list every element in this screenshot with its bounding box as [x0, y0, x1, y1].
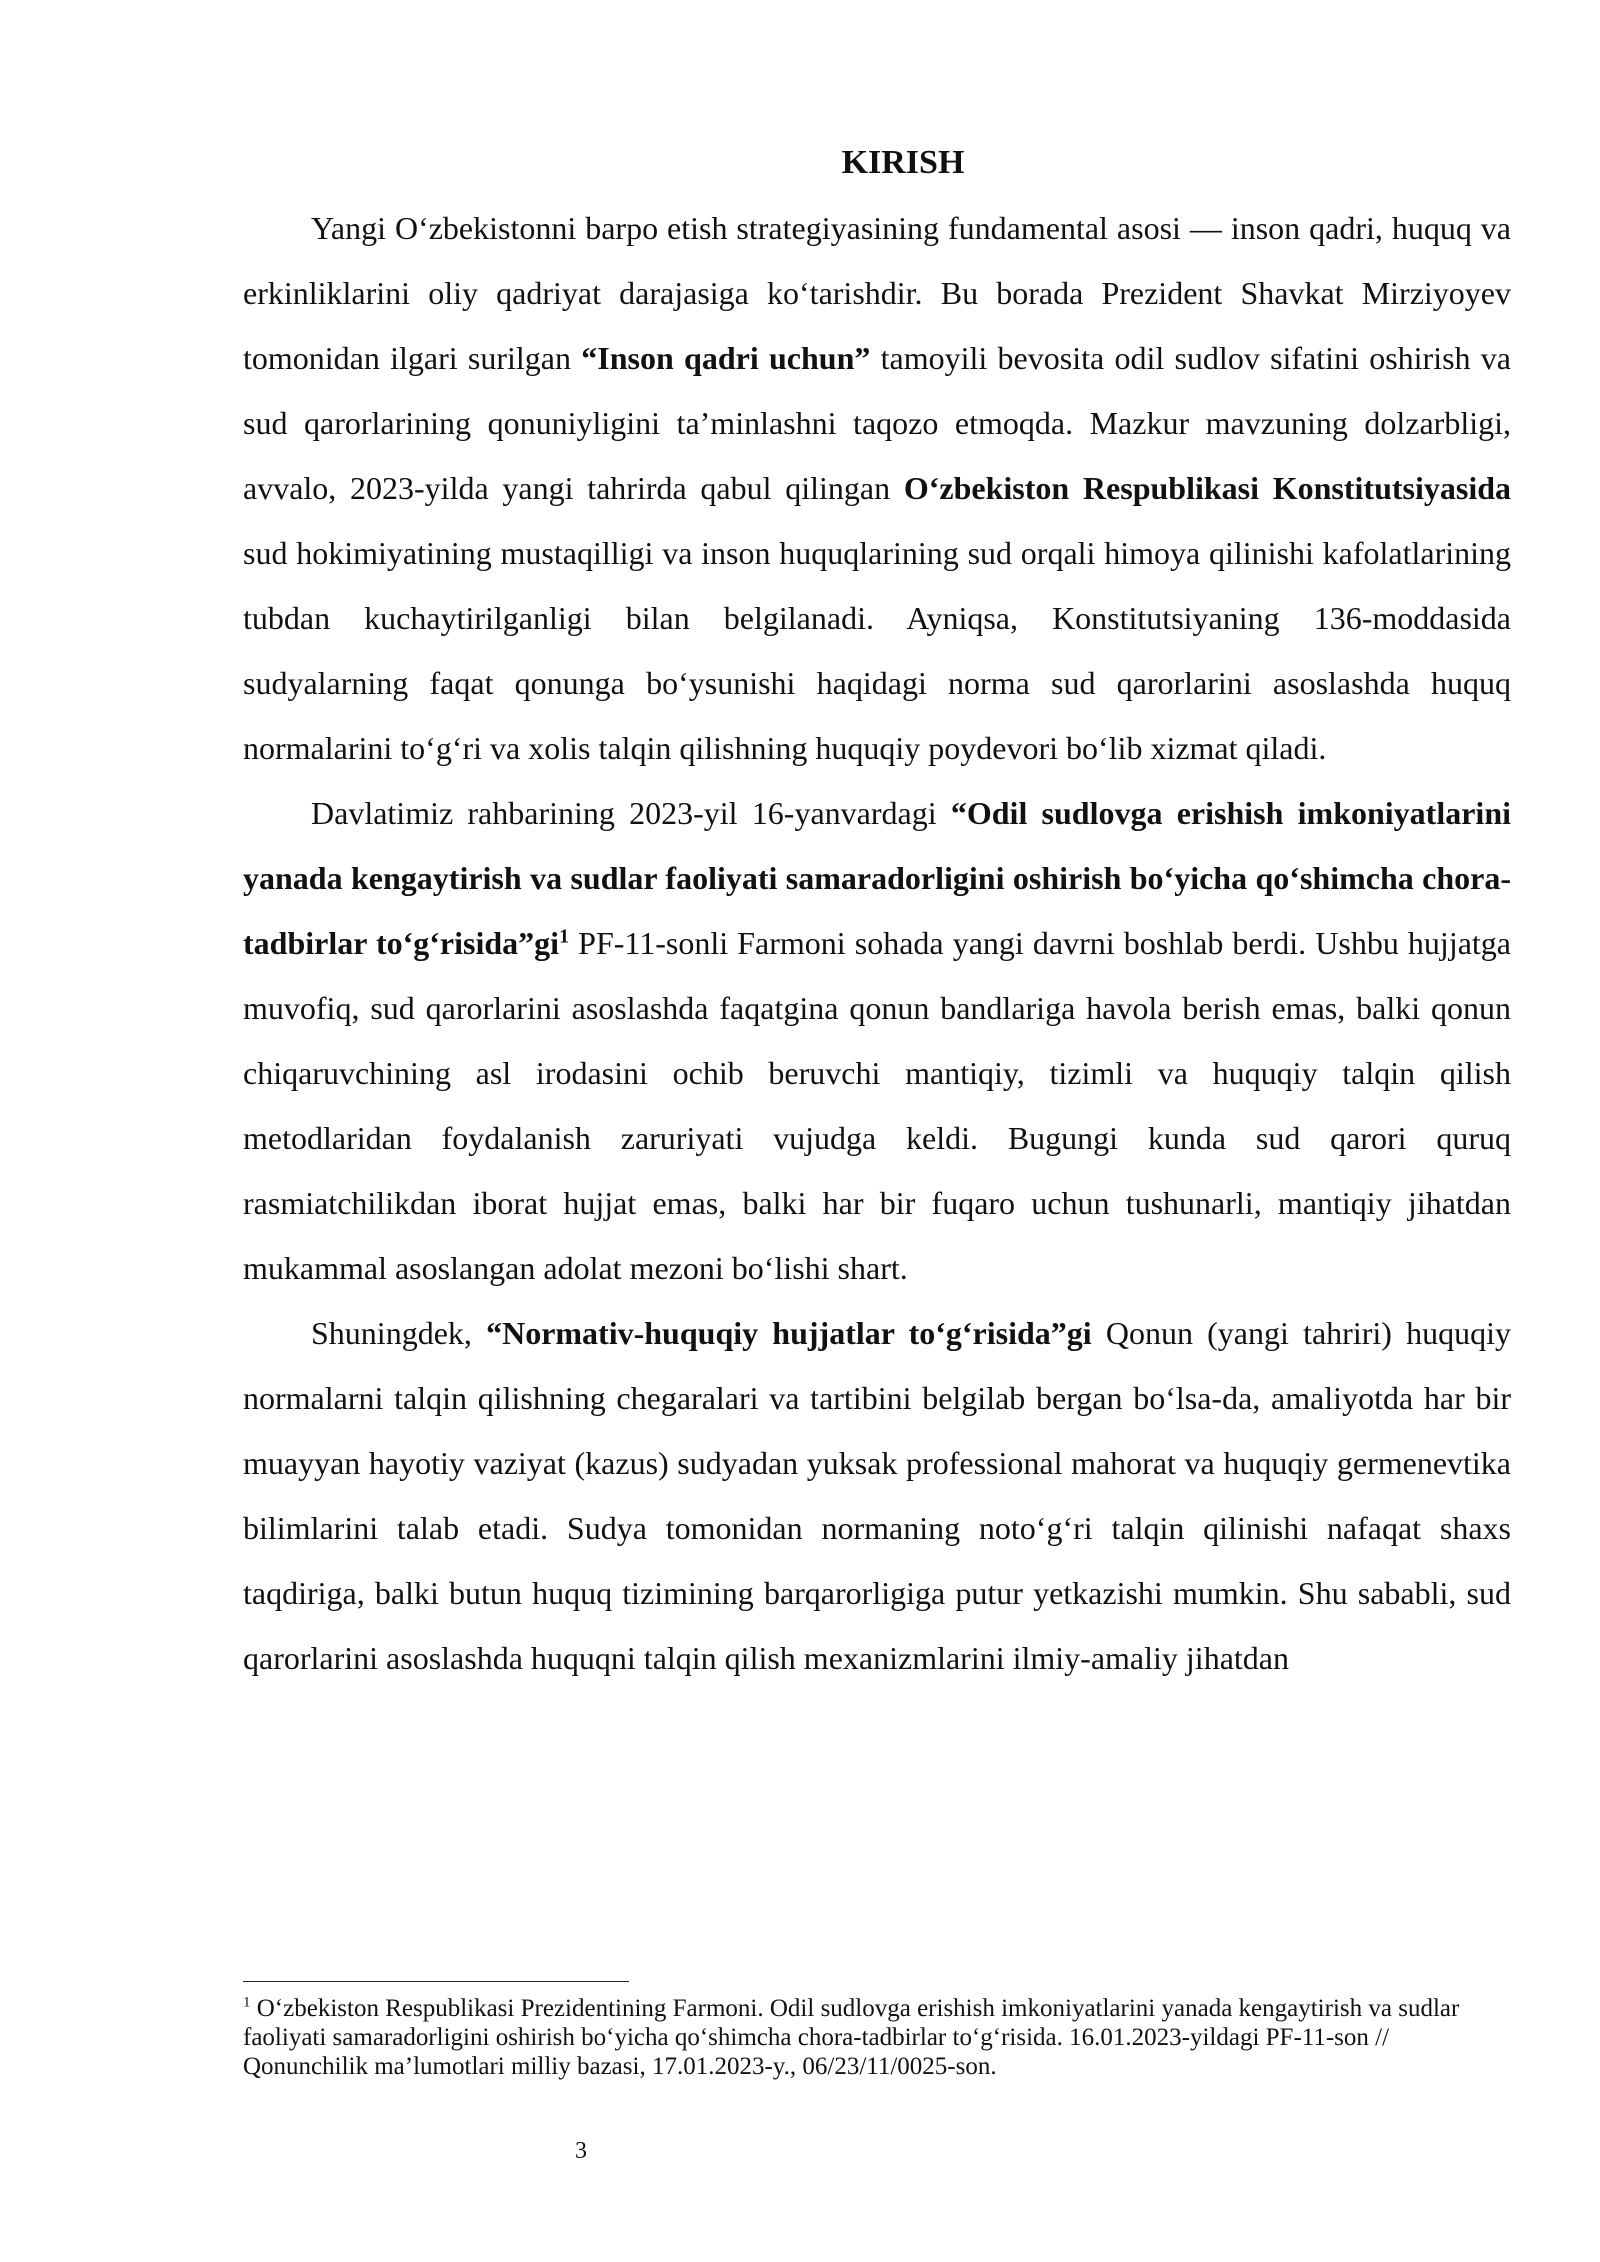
page-number-text: 3: [575, 2138, 587, 2164]
p1-text-3: sud hokimiyatining mustaqilligi va inson huquqlarining sud orqali himoya qilinishi kafolatlarining tubdan kuchaytirilganligi bilan belgilanadi. Ayniqsa, Konstitutsiyaning 136-moddasida sudyalarning faqat qonunga bo‘ysunishi haqidagi norma sud qarorlarini asoslashda huquq normalarini to‘g‘ri va xolis talqin qilishning huquqiy poydevori bo‘lib xizmat qiladi.: [243, 535, 1511, 766]
footnote: [243, 1994, 1511, 2081]
section-heading: [0, 138, 1600, 188]
p1-text-1: Yangi O‘zbekistonni barpo etish strategiyasining fundamental asosi — inson qadri, huquq va erkinliklarini oliy qadriyat darajasiga ko‘tarishdir. Bu borada Prezident Shavkat Mirziyoyev tomonidan ilgari surilgan: [243, 210, 1511, 376]
heading-text: KIRISH: [841, 144, 965, 181]
body-text: [243, 196, 1511, 1691]
footnote-separator: [243, 1981, 629, 1982]
p2-text-2: PF-11-sonli Farmoni sohada yangi davrni boshlab berdi. Ushbu hujjatga muvofiq, sud qarorlarini asoslashda faqatgina qonun bandlariga havola berish emas, balki qonun chiqaruvchining asl irodasini ochib beruvchi mantiqiy, tizimli va huquqiy talqin qilish metodlaridan foydalanish zaruriyati vujudga keldi. Bugungi kunda sud qarori quruq rasmiatchilikdan iborat hujjat emas, balki har bir fuqaro uchun tushunarli, mantiqiy jihatdan mukammal asoslangan adolat mezoni bo‘lishi shart.: [243, 925, 1512, 1286]
footnote-marker: 1: [243, 1994, 251, 2011]
p1-text-2: tamoyili bevosita odil sudlov sifatini oshirish va sud qarorlarining qonuniyligini ta’minlashni taqozo etmoqda. Mazkur mavzuning dolzarbligi, avvalo, 2023-yilda yangi tahrirda qabul qilingan: [243, 340, 1512, 506]
paragraph-3: [243, 1301, 1511, 1691]
paragraph-1: [243, 196, 1511, 781]
p2-bold-1: “Odil sudlovga erishish imkoniyatlarini yanada kengaytirish va sudlar faoliyati samaradorligini oshirish bo‘yicha qo‘shimcha chora-tadbirlar to‘g‘risida”gi: [243, 795, 1512, 961]
p3-text-1: Shuningdek,: [311, 1315, 487, 1351]
paragraph-2: [243, 781, 1511, 1301]
p2-text-1: Davlatimiz rahbarining 2023-yil 16-yanvardagi: [311, 795, 951, 831]
footnote-text: O‘zbekiston Respublikasi Prezidentining Farmoni. Odil sudlovga erishish imkoniyatlarini yanada kengaytirish va sudlar faoliyati samaradorligini oshirish bo‘yicha qo‘shimcha chora-tadbirlar to‘g‘risida. 16.01.2023-yildagi PF-11-son // Qonunchilik ma’lumotlari milliy bazasi, 17.01.2023-y., 06/23/11/0025-son.: [243, 1995, 1460, 2080]
p3-text-2: Qonun (yangi tahriri) huquqiy normalarni talqin qilishning chegaralari va tartibini belgilab bergan bo‘lsa-da, amaliyotda har bir muayyan hayotiy vaziyat (kazus) sudyadan yuksak professional mahorat va huquqiy germenevtika bilimlarini talab etadi. Sudya tomonidan normaning noto‘g‘ri talqin qilinishi nafaqat shaxs taqdiriga, balki butun huquq tizimining barqarorligiga putur yetkazishi mumkin. Shu sababli, sud qarorlarini asoslashda huquqni talqin qilish mexanizmlarini ilmiy-amaliy jihatdan: [243, 1315, 1512, 1676]
p1-bold-1: “Inson qadri uchun”: [581, 340, 871, 376]
footnote-reference[interactable]: 1: [559, 925, 570, 948]
page-number: [0, 2138, 1600, 2165]
p1-bold-2: O‘zbekiston Respublikasi Konstitutsiyasida: [903, 470, 1512, 506]
p3-bold-1: “Normativ-huquqiy hujjatlar to‘g‘risida”gi: [486, 1315, 1092, 1351]
